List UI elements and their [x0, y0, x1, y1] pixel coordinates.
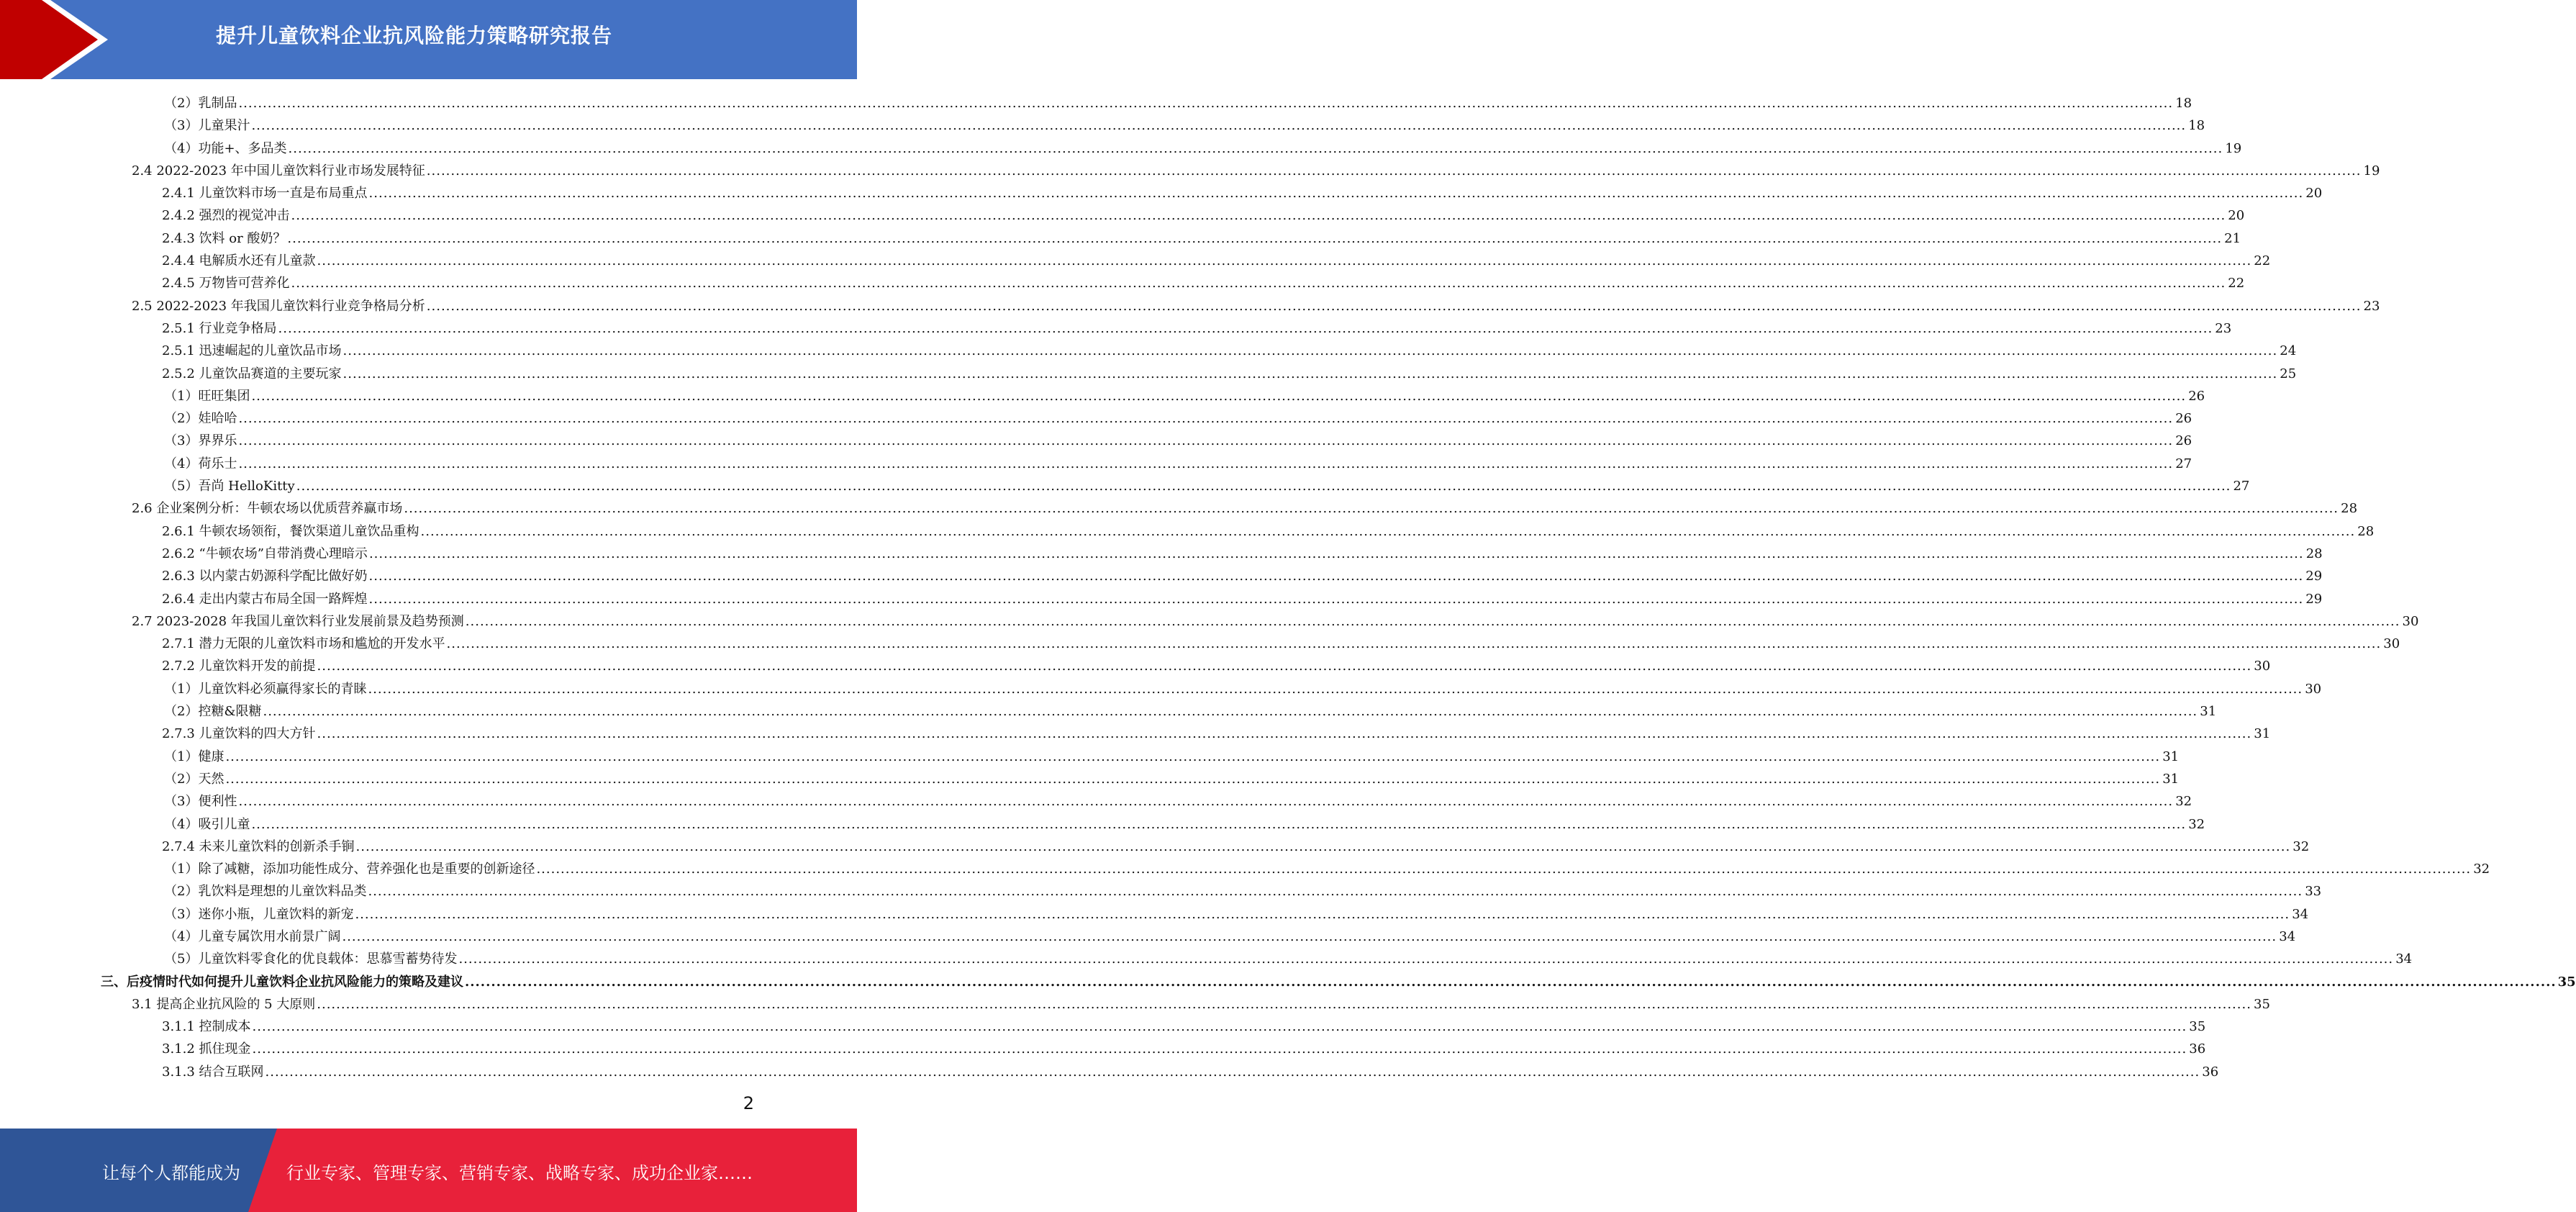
toc-entry-page: 31 — [2254, 726, 2271, 742]
toc-dot-leader: ................................................................................................................................................................................................................................................................................................................................................................................................................ — [368, 591, 2304, 607]
toc-dot-leader: ................................................................................................................................................................................................................................................................................................................................................................................................................ — [263, 704, 2198, 720]
toc-dot-leader: ................................................................................................................................................................................................................................................................................................................................................................................................................ — [458, 951, 2394, 967]
toc-entry-page: 35 — [2254, 996, 2270, 1012]
toc-entry-title: （2）天然 — [164, 771, 225, 787]
toc-entry[interactable] — [0, 272, 2245, 294]
toc-entry[interactable] — [0, 1016, 2206, 1038]
toc-entry[interactable] — [0, 858, 2490, 880]
toc-entry[interactable] — [0, 250, 2271, 272]
toc-entry-page: 27 — [2175, 456, 2192, 471]
toc-entry-title: 2.4 2022-2023 年中国儿童饮料行业市场发展特征 — [132, 163, 425, 178]
toc-entry[interactable] — [0, 746, 2180, 768]
toc-entry-page: 25 — [2280, 366, 2297, 381]
toc-entry-title: （1）健康 — [164, 749, 225, 764]
toc-entry[interactable] — [0, 700, 2217, 723]
toc-entry-page: 30 — [2402, 613, 2419, 629]
toc-entry-title: （4）功能+、多品类 — [164, 140, 287, 156]
toc-dot-leader: ................................................................................................................................................................................................................................................................................................................................................................................................................ — [251, 118, 2187, 134]
toc-entry-page: 31 — [2162, 749, 2180, 764]
toc-dot-leader: ................................................................................................................................................................................................................................................................................................................................................................................................................ — [238, 433, 2174, 449]
toc-entry-page: 35 — [2189, 1019, 2206, 1035]
toc-entry-page: 32 — [2175, 794, 2192, 810]
toc-entry[interactable] — [0, 610, 2419, 633]
toc-entry[interactable] — [0, 1038, 2206, 1060]
toc-entry-title: （2）乳制品 — [164, 96, 237, 111]
toc-entry-title: （2）娃哈哈 — [164, 411, 237, 427]
toc-entry-page: 26 — [2175, 411, 2192, 427]
toc-entry-title: 2.7.2 儿童饮料开发的前提 — [162, 659, 316, 674]
toc-dot-leader: ................................................................................................................................................................................................................................................................................................................................................................................................................ — [342, 928, 2277, 944]
toc-entry[interactable] — [0, 1061, 2219, 1083]
toc-dot-leader: ................................................................................................................................................................................................................................................................................................................................................................................................................ — [355, 838, 2291, 854]
toc-entry[interactable] — [0, 453, 2192, 475]
toc-dot-leader: ................................................................................................................................................................................................................................................................................................................................................................................................................ — [368, 681, 2303, 697]
toc-entry-title: （2）控糖&限糖 — [164, 704, 262, 720]
toc-entry[interactable] — [0, 880, 2322, 903]
toc-dot-leader: ................................................................................................................................................................................................................................................................................................................................................................................................................ — [225, 749, 2161, 764]
toc-entry-title: （1）除了减糖，添加功能性成分、营养强化也是重要的创新途径 — [164, 861, 535, 877]
toc-entry-page: 22 — [2254, 253, 2271, 269]
toc-entry-title: 2.6.2 “牛顿农场”自带消费心理暗示 — [162, 546, 368, 561]
toc-dot-leader: ................................................................................................................................................................................................................................................................................................................................................................................................................ — [238, 411, 2174, 427]
toc-entry-page: 34 — [2279, 928, 2296, 944]
toc-entry-page: 32 — [2473, 861, 2490, 877]
toc-entry[interactable] — [0, 137, 2242, 160]
toc-entry-page: 36 — [2202, 1064, 2219, 1080]
toc-entry[interactable] — [0, 790, 2192, 813]
toc-entry[interactable] — [0, 768, 2180, 790]
toc-entry[interactable] — [0, 317, 2232, 340]
toc-entry[interactable] — [0, 926, 2296, 948]
toc-entry[interactable] — [0, 407, 2192, 430]
toc-entry-title: 2.4.3 饮料 or 酸奶？ — [162, 230, 286, 246]
toc-entry-page: 30 — [2305, 681, 2322, 697]
toc-dot-leader: ................................................................................................................................................................................................................................................................................................................................................................................................................ — [287, 230, 2223, 246]
toc-entry-page: 19 — [2225, 140, 2242, 156]
toc-entry[interactable] — [0, 588, 2323, 610]
toc-entry-title: （2）乳饮料是理想的儿童饮料品类 — [164, 884, 367, 900]
toc-entry-title: 2.7.3 儿童饮料的四大方针 — [162, 726, 316, 742]
toc-dot-leader: ................................................................................................................................................................................................................................................................................................................................................................................................................ — [446, 636, 2382, 652]
toc-entry-title: 2.4.4 电解质水还有儿童款 — [162, 253, 316, 269]
footer-slogan-left: 让每个人都能成为 — [102, 1163, 240, 1183]
toc-dot-leader: ................................................................................................................................................................................................................................................................................................................................................................................................................ — [288, 140, 2223, 156]
toc-entry-page: 36 — [2189, 1041, 2206, 1057]
toc-entry[interactable] — [0, 813, 2205, 836]
toc-entry[interactable] — [0, 520, 2375, 543]
toc-dot-leader: ................................................................................................................................................................................................................................................................................................................................................................................................................ — [404, 501, 2339, 517]
toc-dot-leader: ................................................................................................................................................................................................................................................................................................................................................................................................................ — [368, 186, 2304, 202]
toc-dot-leader: ................................................................................................................................................................................................................................................................................................................................................................................................................ — [296, 479, 2231, 494]
toc-entry-page: 28 — [2341, 501, 2358, 517]
toc-dot-leader: ................................................................................................................................................................................................................................................................................................................................................................................................................ — [317, 726, 2252, 742]
toc-dot-leader: ................................................................................................................................................................................................................................................................................................................................................................................................................ — [278, 320, 2213, 336]
toc-entry-title: 2.7 2023-2028 年我国儿童饮料行业发展前景及趋势预测 — [132, 613, 464, 629]
toc-dot-leader: ................................................................................................................................................................................................................................................................................................................................................................................................................ — [251, 816, 2187, 832]
toc-dot-leader: ................................................................................................................................................................................................................................................................................................................................................................................................................ — [368, 884, 2303, 900]
toc-dot-leader: ................................................................................................................................................................................................................................................................................................................................................................................................................ — [225, 771, 2161, 787]
toc-dot-leader: ................................................................................................................................................................................................................................................................................................................................................................................................................ — [252, 1041, 2187, 1057]
report-title: 提升儿童饮料企业抗风险能力策略研究报告 — [216, 24, 613, 48]
toc-dot-leader: ................................................................................................................................................................................................................................................................................................................................................................................................................ — [291, 208, 2226, 224]
toc-entry-page: 32 — [2188, 816, 2205, 832]
toc-entry-title: 2.6.3 以内蒙古奶源科学配比做好奶 — [162, 569, 368, 584]
toc-entry-title: （4）儿童专属饮用水前景广阔 — [164, 928, 341, 944]
toc-entry[interactable] — [0, 295, 2380, 317]
toc-dot-leader: ................................................................................................................................................................................................................................................................................................................................................................................................................ — [465, 613, 2400, 629]
toc-entry-title: （3）迷你小瓶，儿童饮料的新宠 — [164, 906, 354, 922]
toc-entry-page: 18 — [2175, 96, 2192, 111]
toc-entry-title: 2.7.4 未来儿童饮料的创新杀手锏 — [162, 838, 355, 854]
toc-entry[interactable] — [0, 227, 2241, 250]
toc-entry-title: 3.1 提高企业抗风险的 5 大原则 — [132, 996, 316, 1012]
toc-entry[interactable] — [0, 836, 2310, 858]
toc-entry-page: 24 — [2280, 343, 2297, 359]
toc-entry[interactable] — [0, 182, 2323, 204]
toc-entry-page: 27 — [2233, 479, 2250, 494]
toc-entry-title: 2.6.4 走出内蒙古布局全国一路辉煌 — [162, 591, 368, 607]
toc-entry-page: 26 — [2175, 433, 2192, 449]
toc-entry[interactable] — [0, 993, 2270, 1016]
toc-dot-leader: ................................................................................................................................................................................................................................................................................................................................................................................................................ — [355, 906, 2290, 922]
toc-entry-page: 21 — [2224, 230, 2241, 246]
toc-entry[interactable] — [0, 160, 2380, 182]
toc-dot-leader: ................................................................................................................................................................................................................................................................................................................................................................................................................ — [265, 1064, 2200, 1080]
toc-entry-page: 19 — [2363, 163, 2380, 178]
table-of-contents — [0, 92, 2576, 1083]
toc-entry-title: （5）吾尚 HelloKitty — [164, 479, 295, 494]
toc-entry[interactable] — [0, 92, 2192, 114]
toc-entry-page: 28 — [2357, 523, 2375, 539]
toc-entry-title: 三、后疫情时代如何提升儿童饮料企业抗风险能力的策略及建议 — [101, 974, 463, 990]
toc-dot-leader: ................................................................................................................................................................................................................................................................................................................................................................................................................ — [291, 276, 2226, 291]
toc-dot-leader: ................................................................................................................................................................................................................................................................................................................................................................................................................ — [426, 163, 2362, 178]
toc-entry-title: （4）吸引儿童 — [164, 816, 250, 832]
toc-entry-title: （5）儿童饮料零食化的优良载体：思慕雪蓄势待发 — [164, 951, 458, 967]
toc-entry-title: （1）儿童饮料必须赢得家长的青睐 — [164, 681, 367, 697]
toc-entry-title: 2.7.1 潜力无限的儿童饮料市场和尴尬的开发水平 — [162, 636, 445, 652]
toc-entry-title: 2.5 2022-2023 年我国儿童饮料行业竞争格局分析 — [132, 298, 425, 314]
toc-entry-page: 34 — [2292, 906, 2309, 922]
toc-entry-page: 23 — [2363, 298, 2380, 314]
toc-entry-page: 20 — [2228, 208, 2245, 224]
toc-dot-leader: ................................................................................................................................................................................................................................................................................................................................................................................................................ — [238, 96, 2174, 111]
toc-dot-leader: ................................................................................................................................................................................................................................................................................................................................................................................................................ — [368, 546, 2304, 561]
toc-entry-page: 29 — [2305, 569, 2323, 584]
toc-dot-leader: ................................................................................................................................................................................................................................................................................................................................................................................................................ — [343, 343, 2278, 359]
toc-entry-title: 3.1.1 控制成本 — [162, 1019, 251, 1035]
toc-entry-title: 2.6.1 牛顿农场领衔，餐饮渠道儿童饮品重构 — [162, 523, 419, 539]
page-number: 2 — [743, 1093, 754, 1113]
toc-entry-page: 26 — [2188, 388, 2205, 404]
toc-entry[interactable] — [0, 678, 2322, 700]
toc-entry-title: （3）儿童果汁 — [164, 118, 250, 134]
toc-dot-leader: ................................................................................................................................................................................................................................................................................................................................................................................................................ — [426, 298, 2362, 314]
toc-entry-page: 20 — [2305, 186, 2323, 202]
toc-entry-title: （3）便利性 — [164, 794, 237, 810]
toc-entry[interactable] — [0, 565, 2323, 587]
toc-entry[interactable] — [0, 723, 2271, 745]
toc-entry[interactable] — [0, 903, 2309, 926]
toc-dot-leader: ................................................................................................................................................................................................................................................................................................................................................................................................................ — [252, 1019, 2187, 1035]
toc-entry[interactable] — [0, 655, 2271, 677]
toc-entry-title: 2.5.2 儿童饮品赛道的主要玩家 — [162, 366, 342, 381]
toc-entry-page: 32 — [2292, 838, 2310, 854]
toc-entry-page: 30 — [2383, 636, 2400, 652]
toc-dot-leader: ................................................................................................................................................................................................................................................................................................................................................................................................................ — [343, 366, 2278, 381]
toc-entry-title: （4）荷乐士 — [164, 456, 237, 471]
toc-entry-title: 2.5.1 行业竞争格局 — [162, 320, 277, 336]
toc-entry[interactable] — [0, 340, 2297, 362]
toc-entry-page: 31 — [2162, 771, 2180, 787]
toc-dot-leader: ................................................................................................................................................................................................................................................................................................................................................................................................................ — [368, 569, 2304, 584]
toc-entry[interactable] — [0, 948, 2413, 970]
red-chevron-decoration — [0, 0, 115, 79]
toc-entry-title: 2.6 企业案例分析：牛顿农场以优质营养赢市场 — [132, 501, 403, 517]
toc-entry-title: 3.1.2 抓住现金 — [162, 1041, 251, 1057]
toc-entry[interactable] — [0, 633, 2400, 655]
toc-entry-page: 34 — [2395, 951, 2413, 967]
toc-entry-page: 29 — [2305, 591, 2323, 607]
toc-entry-title: （1）旺旺集团 — [164, 388, 250, 404]
toc-entry[interactable] — [0, 971, 2576, 993]
toc-dot-leader: ................................................................................................................................................................................................................................................................................................................................................................................................................ — [317, 996, 2251, 1012]
toc-entry-title: 2.5.1 迅速崛起的儿童饮品市场 — [162, 343, 342, 359]
toc-entry-page: 31 — [2200, 704, 2217, 720]
page-header — [0, 0, 857, 79]
toc-entry[interactable] — [0, 430, 2192, 452]
toc-entry[interactable] — [0, 204, 2245, 227]
toc-entry-page: 33 — [2305, 884, 2322, 900]
toc-entry[interactable] — [0, 363, 2297, 385]
toc-entry[interactable] — [0, 475, 2250, 497]
toc-entry[interactable] — [0, 543, 2323, 565]
toc-entry-page: 35 — [2557, 974, 2576, 990]
toc-dot-leader: ................................................................................................................................................................................................................................................................................................................................................................................................................ — [238, 794, 2174, 810]
toc-entry[interactable] — [0, 497, 2358, 520]
toc-entry-page: 28 — [2305, 546, 2323, 561]
toc-entry-title: 2.4.2 强烈的视觉冲击 — [162, 208, 290, 224]
toc-dot-leader: ................................................................................................................................................................................................................................................................................................................................................................................................................ — [317, 659, 2252, 674]
toc-entry-page: 22 — [2228, 276, 2245, 291]
toc-entry-page: 18 — [2188, 118, 2205, 134]
toc-entry-title: 2.4.1 儿童饮料市场一直是布局重点 — [162, 186, 368, 202]
toc-entry-title: （3）界界乐 — [164, 433, 237, 449]
toc-entry[interactable] — [0, 114, 2205, 137]
toc-entry-title: 2.4.5 万物皆可营养化 — [162, 276, 290, 291]
toc-dot-leader: ................................................................................................................................................................................................................................................................................................................................................................................................................ — [317, 253, 2252, 269]
toc-dot-leader: ................................................................................................................................................................................................................................................................................................................................................................................................................ — [536, 861, 2472, 877]
toc-dot-leader: ................................................................................................................................................................................................................................................................................................................................................................................................................ — [251, 388, 2187, 404]
footer-slogan-right: 行业专家、管理专家、营销专家、战略专家、成功企业家…… — [286, 1163, 753, 1183]
toc-dot-leader: ................................................................................................................................................................................................................................................................................................................................................................................................................ — [420, 523, 2356, 539]
page-footer — [0, 1129, 857, 1212]
toc-entry-title: 3.1.3 结合互联网 — [162, 1064, 264, 1080]
toc-dot-leader: ................................................................................................................................................................................................................................................................................................................................................................................................................ — [465, 974, 2557, 990]
toc-entry-page: 23 — [2215, 320, 2232, 336]
toc-entry-page: 30 — [2254, 659, 2271, 674]
toc-entry[interactable] — [0, 385, 2205, 407]
toc-dot-leader: ................................................................................................................................................................................................................................................................................................................................................................................................................ — [238, 456, 2174, 471]
